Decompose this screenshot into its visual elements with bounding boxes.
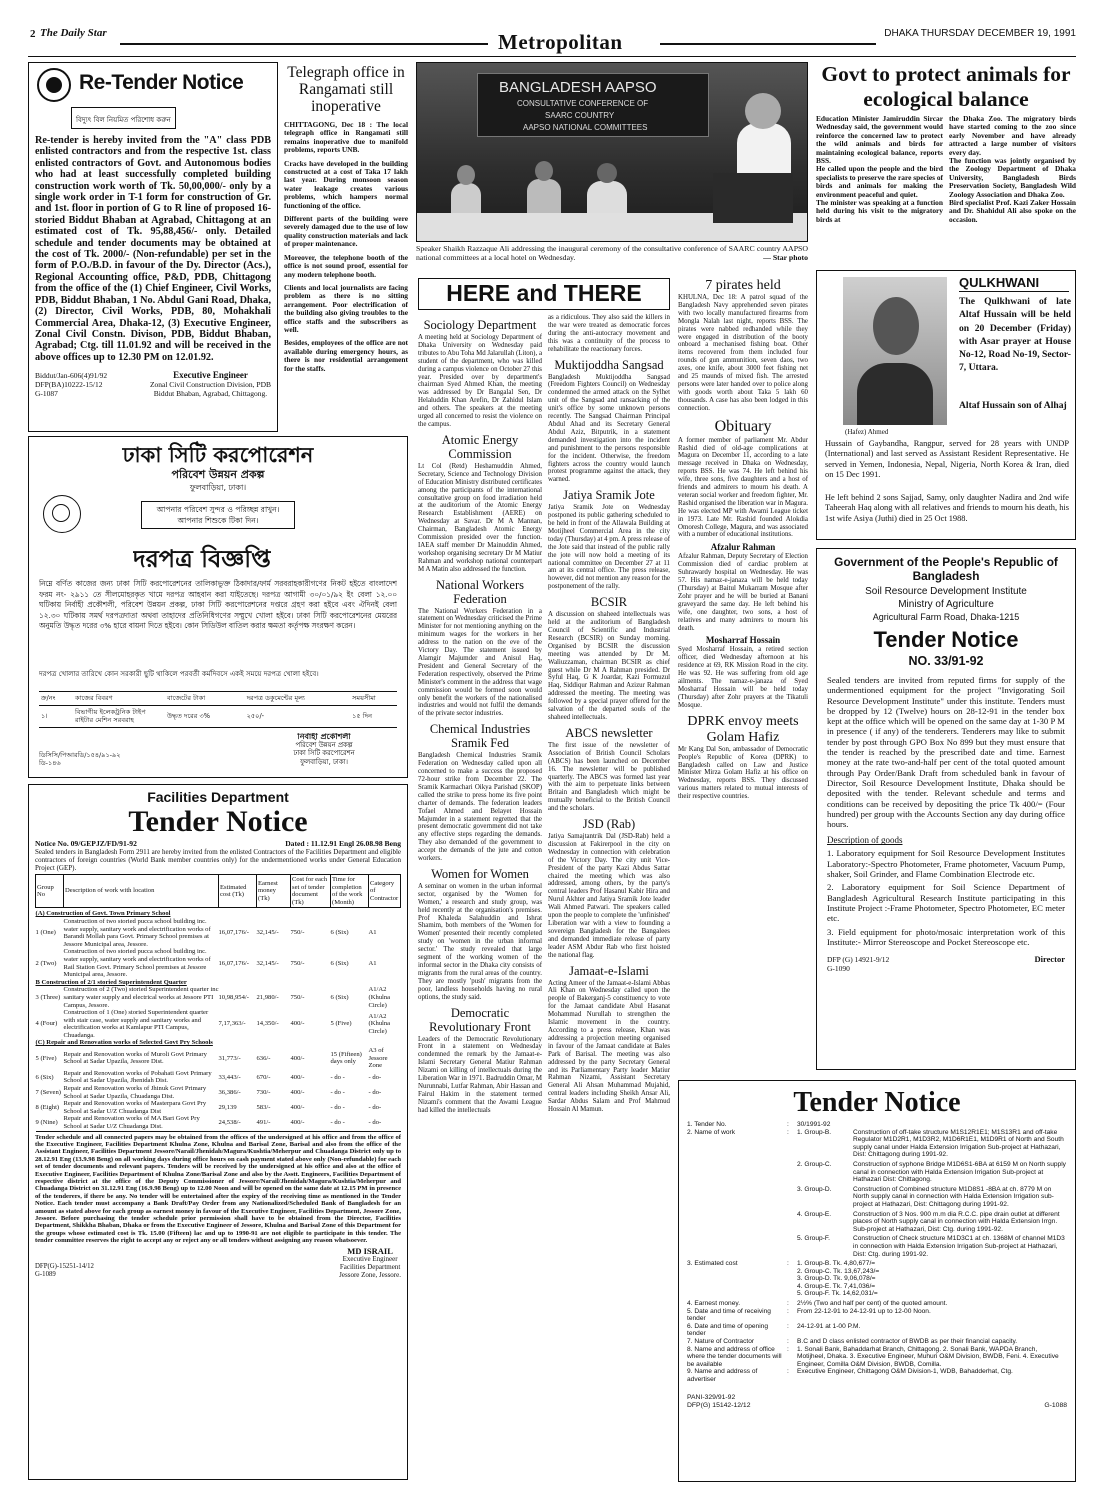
facilities-section-a: (A) Construction of Govt. Town Primary School [35, 910, 171, 918]
facilities-ref1: DFP(G)-15251-14/12 [35, 1262, 94, 1270]
photo-caption: Speaker Shaikh Razzaque Ali addressing the inaugural ceremony of the consultative conference of SAARC country AAPSO national committees at a local hotel on Wednesday. — Star photo [416, 244, 808, 262]
dcc-tender [28, 436, 408, 778]
mjs-body: Bangladesh Muktijoddha Sangsad (Freedom Fighters Council) on Wednesday condemned the armed attack on the Sylhet unit of the Sangsad and ransacking of the unit's office by some unknown persons recently. The Sangsad Chairman Principal Abdul Ahad and its Secretary General Abdul Aziz, Bitputrik, in a statement demanded investigation into the incident and punishment to the persons responsible for the incident. Otherwise, the freedom fighters across the country would launch protest programme against the attack, they warned. [548, 373, 670, 484]
jsj-head: Jatiya Sramik Jote [563, 488, 655, 503]
dcc-body: নিম্নে বর্ণিত কাজের জন্য ঢাকা সিটি করপোরেশনের তালিকাভুক্ত ঠিকাদার/ফার্ম সরবরাহকারীগণের নিকট হইতে বাংলাদেশ ফরম নং- ২৯১১ তে সীলমোহরকৃত খামে দরপত্র আহবান করা যাইতেছে। দরপত্র আগামী ৩০/০১/৯২ ইং বেলা ১২.০০ ঘটিকায় নির্বাহী প্রকৌশলী, পরিবেশ উন্নয়ন প্রকল্প, ঢাকা সিটি করপোরেশনের দপ্তরে গ্রহণ করা হইবে এবং ঐদিনই বেলা ১২.৩০ ঘটিকায় সমর্থ দরপত্রদাতা অথবা তাহাদের প্রতিনিধিগণের সম্মুখে খোলা হইবে। ঢাকা সিটি করপোরেশনের মেয়রের অনুমতি উদ্ধৃত দরের ৩% হারে বায়না দিতে হইবে। কোন সিডিউল বাতিল করার ক্ষমতা কর্তৃপক্ষ সংরক্ষণ করেন। [39, 579, 397, 631]
qulkhwani-name: (Hafez) Ahmed [845, 428, 889, 436]
facilities-title: Tender Notice [128, 805, 308, 838]
paper-name: The Daily Star [40, 27, 107, 39]
table-row: 4 (Four) Construction of 1 (One) storied Superintendent quarter with stair case, water supply and sanitary works and electrification works at Kamlapur PTI Campus, Chuadanga. 7,17,363/- 14,350/- 400/- 5 (Five) A1/A2 (Khulna Circle) [35, 1009, 391, 1039]
masthead-rule-right [660, 43, 876, 45]
atomic-body: Lt Col (Retd) Heshamuddin Ahmed, Secretary, Science and Technology Division of Education Ministry distributed certificates among the participants of the international consultative group on food irradiation held at the auditorium of the Atomic Energy Research Establishment (AERE) on Wednesday at Savar. Dr M A Mannan, Chairman, Bangladesh Atomic Energy Commission presided over the function. IAEA staff member Dr Mainuddin Ahmed, workshop organising secretary Dr M Matiur Rahman and workshop national counterpart M A Matin also addressed the function. [418, 462, 542, 573]
dcc-title: ঢাকা সিটি করপোরেশন [122, 443, 314, 467]
srdi-sign: Director [1034, 954, 1065, 965]
qulkhwani-title-rule [959, 291, 1069, 292]
dcc-sub2: ফুলবাড়িয়া, ঢাকা। [189, 483, 247, 492]
col3 [678, 278, 808, 1078]
dcc-ref: ডিসিসি/পিআরডি/১৫৪/৯১-৯২ ডি-১৪৬ [39, 751, 121, 767]
bwdb-work-3: Construction of Combined structure M1D8S1 -8BA at ch. 8779 M on North supply canal in connection with Halda Extension Irrigation sub-project at Hathazari, Dist: Chittagong during 1991-92. [853, 1185, 1054, 1208]
abcs-body: The first issue of the newsletter of Association of British Council Scholars (ABCS) has been launched on December 16. The newsletter will be published quarterly. The ABCS was formed last year with the aim to perpetuate links between Britain and Bangladesh which might be mutually beneficial to the British Council and the scholars. [548, 741, 670, 813]
women-head: Women for Women [431, 866, 529, 881]
dprk-headline: DPRK envoy meets Golam Hafiz [687, 713, 799, 745]
retender-sign3: Biddut Bhaban, Agrabad, Chittagong. [153, 389, 268, 399]
facilities-section-c: (C) Repair and Renovation works of Selected Govt Pry Schools [35, 1039, 213, 1047]
bwdb-ref3: G-1088 [1044, 1401, 1067, 1409]
jei-head: Jamaat-e-Islami [569, 963, 649, 978]
srdi-tender [816, 548, 1076, 1070]
jsj-body: Jatiya Sramik Jote on Wednesday postponed its public gathering scheduled to be held in front of the Allawala Building at Motijheel Commercial Area in the city today (Thursday) at 4 pm. A press release of the Jote said that instead of the public rally the jote will now hold a meeting of its national committee on December 27 at 11 am at its central office. The press release, however, did not mention any reason for the postponement of the rally. [548, 504, 670, 591]
jsd-head: JSD (Rab) [582, 817, 636, 832]
srdi-head3: Ministry of Agriculture [898, 599, 994, 610]
table-row: 7 (Seven) Repair and Renovation works of Jhinuk Govt Primary School at Sadar Upazila, Chuadanga Dist. 36,386/- 730/- 400/- - do - - do- [35, 1085, 382, 1100]
dcc-table: ক্র/নং কাজের বিবরণ বাজেটের টাকা দরপত্র ডকুমেন্টের মূল্য সময়সীমা ১। বিভাগীয় ইলেকট্রনিক টাইপ রাইটার মেশিন সরবরাহ উদ্ধৃত দরের ৩% ২৫০/- ১৫ দিন [39, 691, 397, 728]
dcc-signature: নির্বাহী প্রকৌশলী পরিবেশ উন্নয়ন প্রকল্প ঢাকা সিটি করপোরেশন ফুলবাড়িয়া, ঢাকা। [293, 733, 355, 766]
dcc-sub1: পরিবেশ উন্নয়ন প্রকল্প [171, 468, 265, 481]
dcc-logo-icon [43, 495, 81, 533]
facilities-intro: Sealed tenders in Bangladesh Form 2911 are hereby invited from the enlisted Contractors of the Facilities Department and eligible contractors of foreign countries (World Bank member countries only) for the undermentioned works under General Education Project (GEP). [35, 848, 401, 872]
bwdb-v1: 30/1991-92 [797, 1121, 831, 1128]
retender-bengali-tag: বিদ্যুৎ বিল নিয়মিত পরিশোধ করুন [71, 107, 176, 129]
hereandthere-title: HERE and THERE [446, 280, 642, 306]
pirates-body: KHULNA, Dec 18: A patrol squad of the Bangladesh Navy apprehended seven pirates with two locally manufactured firearms from Mongla Nalah last night, reports BSS. The pirates were nabbed redhanded while they were engaged in distribution of the booty onboard a mechanised fishing boat. Other items recovered from them included four rounds of gun ammunition, seven daos, two axes, one knife, about 3000 feet fishing net and 25 maunds of mixed fish. The arrested persons were later handed over to police along with goods worth about Taka 5 lakh 60 thousands. A case has also been lodged in this connection. [678, 294, 808, 412]
jsd-body: Jatiya Samajtantrik Dal (JSD-Rab) held a discussion at Fakirerpool in the city on Wednesday in connection with celebration of the Victory Day. The city unit Vice-President of the party Kazi Abdus Sattar chaired the meeting which was also addressed, among others, by the party's central leaders Prof Hasanul Kabir Hira and Nurul Akhter and Jatiya Sramik Jote leader Wali Ahmed Patwari. The speakers called upon the people to complete the 'unfinished' Liberation war with a view to founding a sovereign Bangladesh for the Bangalees and demanded immediate release of party leader ASM Abdur Rab who first hoisted the national flag. [548, 833, 670, 959]
hereandthere-title-box [418, 278, 670, 310]
bwdb-ref2: DFP(G) 15142-12/12 [687, 1401, 751, 1409]
facilities-sign1: MD ISRAIL [347, 1245, 393, 1256]
bwdb-title: Tender Notice [793, 1087, 961, 1118]
obituary-headline: Obituary [714, 417, 772, 435]
facilities-tender: Facilities Department Tender Notice Notice No. 09/GEPJZ/FD/91-92 Dated : 11.12.91 Engl 26.08.98 Beng Sealed tenders in Bangladesh Form 2911 are hereby invited from the enlisted Contractors of the Facilities Department and eligible contractors of foreign countries (World Bank member countries only) for the undermentioned works under General Education Project (GEP). Group No Description of work with location Estimated cost (Tk) Earnest money (Tk) Cost for each set of tender document (Tk) Time for completion of the work (Month) Category of Contractor (A) Construction of Govt. Town Primary School 1 (One) Construction of two storied pucca school building inc. water supply, sanitary work and electrification works of Barandi Mollah para Govt. Primary School premises at Jessore Municipal area, Jessore. 16,07,176/- 32,145/- 750/- 6 (Six) A1 2 (Two) Construction of two storied pucca school building inc. water supply, sanitary work and electrification works of Rail Station Govt. Primary School premises at Jessore Municipal area, Jessore. 16,07,176/- 32,145/- 750/- 6 (Six) A1 B Construction of 2/1 storied Superintendent Quarter 3 (Three) Construction of 2 (Two) storied Superintendent quarter inc sanitary water supply and electrical works at Jessore PTI Campus, Jessore. 10,98,954/- 21,980/- 750/- 6 (Six) A1/A2 (Khulna Circle) 4 (Four) Construction of 1 (One) storied Superintendent quarter with stair case, water supply and sanitary works and electrification works at Kamlapur PTI Campus, Chuadanga. 7,17,363/- 14,350/- 400/- 5 (Five) A1/A2 (Khulna Circle) (C) Repair and Renovation works of Selected Govt Pry Schools 5 (Five) Repair and Renovation works of Muroli Govt Primary School at Sadar Upazila, Jessore Dist. 31,773/- 636/- 400/- 15 (Fifteen) days only A3 of Jessore Zone 6 (Six) Repair and Renovation works of Pobahati Govt Primary School at Sadar Upazila, Jhenidah Dist. 33,443/- 670/- 400/- - do - - do- 7 (Seven) Repair and Renovation works of Jhinuk Govt Primary School at Sadar Upazila, Chuadanga Dist. 36,386/- 730/- 400/- - do - - do- 8 (Eight) Repair and Renovation works of Masterpara Govt Pry School at Sadar U/Z Chuadanga Dist 29,139 583/- 400/- - do - - do- 9 (Nine) Repair and Renovation works of MA Bari Govt Pry School at Sadar U/Z Chuadanga Dist. 24,538/- 491/- 400/- - do - - do- Tender schedule and all connected papers may be obtained from the offices of the undersigned at his office and from the office of the Executive Engineer, Facilities Department Khulna Zone, Khulna and Barisal Zone, Barisal and also from the office of the Assistant Engineer, Facilities Department Jessore/Narail/Jhenidah/Magura/Kushtia/Meherpur and Chuadanga District only up to 28.12.91 Eng (13.9.98 Beng) on all working days during office hours on cash payment stated above only (Non-refundable) for each set of tender documents and relevant papers. Tenders will be received by the undersigned at his office and also at the office of Executive Engineer, Facilities Department of Khulna Zone/Barisal Zone and also by the Asstt. Engineers, Facilities Department of respective district at the office of the Deputy Commissioner of Jessore/Narail/Jhenidah/Magura/Kushtia/Meherpur and Chuadanga District on 31.12.91 Eng (16.9.98 Beng) up to 12.00 Noon and will be opened on the same date at 12.15 PM in presence of the tenderers, if there be any. No tender will be entertained after the expiry of the receiving time as mentioned in the Tender Notice. Each tender must accompany a Bank Draft/Pay Order from any Nationalized/Scheduled Bank of Bangladesh for an amount as stated above for each group as earnest money in favour of the Executive Engineer, Facilities Department, Jessore Zone, Jessore. Before purchasing the tender schedule prior permission shall have to be obtained from the Director, Facilities Department, Shikkha Bhaban, Dhaka or from the Executive Engineer of Jessore, Khulna and Barisal Zone of this Department for the groups whose estimated cost is Tk. 15.00 (Fifteen) lac and up to 1990-91 are not eligible to participate in this tender. The tender committee reserves the right to accept any or reject any or all tenders without assigning any reason whatsoever. DFP(G)-15251-14/12 G-1089 MD ISRAIL Executive Engineer Facilities Department Jessore Zone, Jessore. [28, 784, 408, 1480]
qulkhwani-p4: He left behind 2 sons Sajjad, Samy, only daughter Nadira and 2nd wife Taheerah Haq along with all relatives and friends to mourn his death, his 1st wife Asiya (Juthi) died in 25 Oct 1988. [825, 493, 1069, 523]
banner-line4: AAPSO NATIONAL COMMITTEES [523, 123, 648, 132]
page-number: 2 [30, 28, 36, 40]
aapso-photo-block [416, 62, 808, 276]
animals-c6: Bird specialist Prof. Kazi Zaker Hossain and Dr. Shahidul Ali also spoke on the occasion. [949, 198, 1076, 224]
table-row: 8 (Eight) Repair and Renovation works of Masterpara Govt Pry School at Sadar U/Z Chuadanga Dist 29,139 583/- 400/- - do - - do- [35, 1100, 382, 1115]
bcsir-body: A discussion on shaheed intellectuals was held at the auditorium of Bangladesh Council of Scientific and Industrial Research (BCSIR) on Sunday morning. Organised by BCSIR the discussion meeting was attended by Dr M. Waliuzzaman, chairman BCSIR as chief guest while Dr M A Rahman presided. Dr Syful Haq, G K Joardar, Kazi Formuzul Haq, Siddiqur Rahman and Azizur Rahman addressed the meeting. The meeting was followed by a special prayer offered for the salvation of the departed souls of the shaheed intellectuals. [548, 611, 670, 721]
telegraph-p6: Besides, employees of the office are not available during emergency hours, as there is nor residential arrangement for the staffs. [284, 338, 408, 373]
dcc-notice-title: দরপত্র বিজ্ঞপ্তি [133, 545, 271, 573]
drf-continued: as a ridiculous. They also said the killers in the war were treated as democratic forces during the anti-autocracy movement and this was a continuity of the process to rehabilitate the reactionary forces. [548, 314, 670, 353]
animals-c2: He called upon the people and the bird specialists to preserve the rare species of birds and animals for making the environment peaceful and quiet. [816, 164, 943, 199]
facilities-table: Group No Description of work with location Estimated cost (Tk) Earnest money (Tk) Cost for each set of tender document (Tk) Time for completion of the work (Month) Category of Contractor (A) Construction of Govt. Town Primary School 1 (One) Construction of two storied pucca school building inc. water supply, sanitary work and electrification works of Barandi Mollah para Govt. Primary School premises at Jessore Municipal area, Jessore. 16,07,176/- 32,145/- 750/- 6 (Six) A1 2 (Two) Construction of two storied pucca school building inc. water supply, sanitary work and electrification works of Rail Station Govt. Primary School premises at Jessore Municipal area, Jessore. 16,07,176/- 32,145/- 750/- 6 (Six) A1 B Construction of 2/1 storied Superintendent Quarter 3 (Three) Construction of 2 (Two) storied Superintendent quarter inc sanitary water supply and electrical works at Jessore PTI Campus, Jessore. 10,98,954/- 21,980/- 750/- 6 (Six) A1/A2 (Khulna Circle) 4 (Four) Construction of 1 (One) storied Superintendent quarter with stair case, water supply and sanitary works and electrification works at Kamlapur PTI Campus, Chuadanga. 7,17,363/- 14,350/- 400/- 5 (Five) A1/A2 (Khulna Circle) (C) Repair and Renovation works of Selected Govt Pry Schools 5 (Five) Repair and Renovation works of Muroli Govt Primary School at Sadar Upazila, Jessore Dist. 31,773/- 636/- 400/- 15 (Fifteen) days only A3 of Jessore Zone 6 (Six) Repair and Renovation works of Pobahati Govt Primary School at Sadar Upazila, Jhenidah Dist. 33,443/- 670/- 400/- - do - - do- 7 (Seven) Repair and Renovation works of Jhinuk Govt Primary School at Sadar Upazila, Chuadanga Dist. 36,386/- 730/- 400/- - do - - do- 8 (Eight) Repair and Renovation works of Masterpara Govt Pry School at Sadar U/Z Chuadanga Dist 29,139 583/- 400/- - do - - do- 9 (Nine) Repair and Renovation works of MA Bari Govt Pry School at Sadar U/Z Chuadanga Dist. 24,538/- 491/- 400/- - do - - do- [35, 874, 401, 1132]
section-title: Metropolitan [498, 30, 623, 54]
qulkhwani-p3: Hussain of Gaybandha, Rangpur, served for 28 years with UNDP (International) and last served as Assistant Resident Representative. He served in Yemen, Indonesia, Nepal, Nigeria, North Korea & Iran, died on 15 Dec 1991. [825, 439, 1069, 479]
bwdb-work-2: Construction of syphone Bridge M1D6S1-6BA at 6159 M on North supply canal in connection with Halda Extension Irrigation Sub-project at Hathazari Dist: Chittagong. [853, 1160, 1066, 1184]
sociology-head: Sociology Department [423, 318, 537, 332]
dcc-table-row: ১। বিভাগীয় ইলেকট্রনিক টাইপ রাইটার মেশিন সরবরাহ উদ্ধৃত দরের ৩% ২৫০/- ১৫ দিন [39, 705, 397, 727]
srdi-ref2: G-1090 [827, 964, 850, 974]
telegraph-p4: Moreover, the telephone booth of the office is not sound proof, essential for any modern telephone booth. [284, 252, 408, 279]
portrait-photo [843, 277, 947, 425]
srdi-head2: Soil Resource Development Institute [865, 586, 1027, 597]
bwdb-l2: 2. Name of work [687, 1128, 736, 1136]
hereandthere-col2 [548, 314, 670, 1482]
retender-notice [28, 62, 278, 432]
women-body: A seminar on women in the urban informal sector, organised by the 'Women for Women,' a research and study group, was held recently at the organisation's premises. Prof Khaleda Salahuddin and Ishrat Shamim, both members of the 'Women for Women' presented their recently completed study on 'women in the urban informal sector.' The study revealed that large segment of the working women of the informal sector in the Dhaka city consists of migrants from the rural areas of the country. They are mostly 'push' migrants from the poor, landless households having no rural options, the study said. [418, 882, 542, 1001]
telegraph-headline: Telegraph office in Rangamati still inoperative [287, 64, 405, 115]
mjs-head: Muktijoddha Sangsad [554, 357, 664, 372]
retender-ref3: G-1087 [35, 389, 58, 399]
table-row: 5 (Five) Repair and Renovation works of Muroli Govt Primary School at Sadar Upazila, Jessore Dist. 31,773/- 636/- 400/- 15 (Fifteen) days only A3 of Jessore Zone [35, 1047, 388, 1070]
retender-ref2: DFP(BA)10222-15/12 [35, 380, 103, 390]
bwdb-work-1: Construction of off-take structure M1S12R1E1; M1S13R1 and off-take Regulator M1D2R1, M1D3R2, M1D6R1E1, M1D9R1 of North and South supply canal under Halda Extension Irrigation Sub-project at Hathazari, Dist: Chittagong during 1991-92. [853, 1128, 1064, 1159]
telegraph-p1: CHITTAGONG, Dec 18 : The local telegraph office in Rangamati still remains inoperative due to manifold problems, reports UNB. [284, 120, 408, 155]
dprk-body: Mr Kang Dal Son, ambassador of Democratic People's Republic of Korea (DPRK) to Bangladesh called on Law and Justice Minister Mirza Golam Hafiz at his office on Wednesday, reports BSS. They discussed various matters related to mutual interests of their respective countries. [678, 745, 808, 801]
animals-c3: The minister was speaking at a function held during his visit to the migratory birds at [816, 198, 943, 224]
telegraph-p5: Clients and local journalists are facing problem as there is no sitting arrangement. Poor electrification of the building also giving troubles to the office staffs and the subscribers as well. [284, 282, 408, 334]
chem-head: Chemical Industries Sramik Fed [429, 722, 531, 751]
aapso-photo [416, 62, 808, 242]
srdi-head4: Agricultural Farm Road, Dhaka-1215 [872, 612, 1020, 622]
retender-sign1: Executive Engineer [173, 370, 248, 381]
qulkhwani-title: QULKHWANI [959, 275, 1040, 290]
animals-c1: Education Minister Jamiruddin Sircar Wednesday said, the government would reinforce the concerned law to protect the wild animals and birds for maintaining ecological balance, reports BSS. [816, 114, 943, 166]
jei-body: Acting Ameer of the Jamaat-e-Islami Abbas Ali Khan on Wednesday called upon the people of Bakerganj-5 constituency to vote for the Jamaat candidate Abul Hasanat Mohammad Nurullah to strengthen the Islamic movement in the country. According to a press release, Khan was addressing a projection meeting organised in favour of the Jamaat candidate at Bales Park of Barisal. The meeting was also addressed by the party Secretary General and its Parliamentary Party leader Matiur Rahman Nizami, Assistant Secretary General Ali Ahsan Muhammad Mujahid, central leaders including Sheikh Ansar Ali, Sardar Abdus Salam and Prof Mahmud Hossain Al Mamun. [548, 979, 670, 1114]
srdi-goods-head: Description of goods [827, 835, 903, 846]
drf-head: Democratic Revolutionary Front [429, 1005, 531, 1034]
chem-body: Bangladesh Chemical Industries Sramik Federation on Wednesday called upon all concerned to make a success the proposed 72-hour strike from December 22. The Sramik Karmachari Oikya Parishad (SKOP) called the strike to press home its five point charter of demands. The federation leaders Tofael Ahmed and Belayet Hossain Majumder in a statement regretted that the present democratic government did not take any effective steps regarding the demands. They also demanded of the government to accept the demands of the jute and cotton workers. [418, 752, 542, 863]
srdi-body: Sealed tenders are invited from reputed firms for supply of the undermentioned equipment for the project "Invigorating Soil Resource Development Institute" under this institute. Tenders must be dropped by 12 (Twelve) hours on 28-12-91 in the tender box kept at the office which will be opened on the same day at 1-30 P M in presence ( if any) of the tenderers. Tenderers may like to submit tender by post through GPO Box No 899 but they must ensure that the tender is reached by the prescribed date and time. Earnest money at the rate two-and-half per cent of the total quoted amount through Pay Order/Bank Draft from scheduled bank in favour of Director, Soil Resource Development Institute, Dhaka should be deposited with the tender. Relevant schedule and terms and conditions can be received by depositing the price Tk 400/= (Four hundred) per group with the Accounts Section any day during office hours. [827, 675, 1065, 830]
telegraph-article [284, 64, 408, 436]
banner-line1: BANGLADESH AAPSO [499, 79, 657, 96]
srdi-goods-3: 3. Field equipment for photo/mosaic interpretation work of this Institute:- Mirror Stereoscope and Pocket Stereoscope etc. [827, 926, 1065, 947]
obituary-p3: Syed Mosharraf Hossain, a retired section officer, died Wednesday afternoon at his residence at 69, RK Mission Road in the city. He was 92. He was suffering from old age ailments. The namaz-e-janaza of Syed Mosharraf Hossain will be held today (Thursday) after Zohr prayers at the Tikatuli Mosque. [678, 646, 808, 709]
dateline: DHAKA THURSDAY DECEMBER 19, 1991 [884, 28, 1076, 39]
bwdb-l1: 1. Tender No. [687, 1121, 727, 1128]
table-row: 9 (Nine) Repair and Renovation works of MA Bari Govt Pry School at Sadar U/Z Chuadanga Dist. 24,538/- 491/- 400/- - do - - do- [36, 1115, 401, 1131]
bwdb-work-4: Construction of 3 Nos. 900 m.m dia R.C.C. pipe drain outlet at different places of North supply canal in connection with Halda Extension Irrgn. Sub-project at Hathazari, Dist: Ctg. during 1991-92. [853, 1210, 1060, 1233]
nwf-head: National Workers Federation [436, 577, 524, 606]
table-row: 1 (One) Construction of two storied pucca school building inc. water supply, sanitary work and electrification works of Barandi Mollah para Govt. Primary School premises at Jessore Municipal area, Jessore. 16,07,176/- 32,145/- 750/- 6 (Six) A1 [35, 917, 377, 948]
animals-article [816, 62, 1076, 270]
banner-line3: SAARC COUNTRY [545, 111, 615, 120]
srdi-goods-2: 2. Laboratory equipment for Soil Science Department of Bangladesh Agricultural Research Institute participating in this Institute Project :-Frame Photometer, Spectro Photometer, EC meter etc. [827, 882, 1065, 924]
retender-body: Re-tender is hereby invited from the "A" class PDB enlisted contractors and from the respective 1st. class enlisted contractors of Govt. and Autonomous bodies who had at least successfully completed building construction work worth of Tk. 50,00,000/- only by a single work order in T-1 form for construction of Gr. and 1st. floor in portion of G to R line of proposed 16-storied Biddut Bhaban at Agrabad, Chittagong at an estimated cost of Tk. 95,88,456/- only. Detailed schedule and tender documents may be obtained at the cost of Tk. 2000/- (Non-refundable) per set in the form of P.O./B.D. in favour of the Dy. Director (Acs.), Regional Accounting office, P&D, PDB, Chittagong from the office of the (1) Chief Engineer, Civil Works, PDB, Biddut Bhaban, 1 No. Abdul Gani Road, Dhaka, (2) Director, Civil Works, PDB, 80, Mohakhali Commercial Area, Dhaka-12, (3) Executive Engineer, Zonal Civil Constn. Divison, PDB, Biddut Bhaban, Agrabad; Ctg. till 11.01.92 and will be received in the above offices up to 12.30 PM on 12.01.92. [35, 135, 271, 363]
facilities-notice-no: Notice No. 09/GEPJZ/FD/91-92 [35, 839, 137, 848]
drf-body: Leaders of the Democratic Revolutionary Front in a statement on Wednesday condemned the remark by the Jamaat-e-Islami Secretary General Matiur Rahman Nizami on killing of intellectuals during the Liberation War in 1971. Badruddin Omar, M Nurunnabi, Lutfar Rahman, Abir Hassan and Fairul Hakim in the statement termed Nizami's comment that the Awami League had killed the intellectuals [418, 1035, 542, 1114]
atomic-head: Atomic Energy Commission [441, 432, 519, 461]
masthead-rule-left [120, 43, 488, 45]
table-row: 3 (Three) Construction of 2 (Two) storied Superintendent quarter inc sanitary water supply and electrical works at Jessore PTI Campus, Jessore. 10,98,954/- 21,980/- 750/- 6 (Six) A1/A2 (Khulna Circle) [35, 986, 391, 1009]
bwdb-work-5: Construction of Check structure M1D3C1 at ch. 1368M of channel M1D3 in connection with Halda Extension Irrigation Sub-project at Hathazari, Dist: Ctg. during 1991-92. [853, 1235, 1065, 1258]
animals-c4: the Dhaka Zoo. The migratory birds have started coming to the zoo since early November and have already attracted a large number of visitors every day. [949, 114, 1076, 157]
facilities-head: Facilities Department [147, 789, 289, 805]
dcc-note: দরপত্র খোলার তারিখে কোন সরকারী ছুটি থাকিলে পরবর্তী কর্মদিবসে একই সময়ে দরপত্র খোলা হইবে। [39, 670, 319, 678]
telegraph-p2: Cracks have developed in the building constructed at a cost of Taka 17 lakh last year. During monsoon season water leakage creates various problems, which hampers normal functioning of the office. [284, 158, 408, 210]
table-row: 2 (Two) Construction of two storied pucca school building inc. water supply, sanitary work and electrification works of Rail Station Govt. Primary School premises at Jessore Municipal area, Jessore. 16,07,176/- 32,145/- 750/- 6 (Six) A1 [35, 948, 377, 979]
facilities-ref2: G-1089 [35, 1270, 56, 1278]
srdi-ref1: DFP (G) 14921-9/12 [827, 955, 890, 965]
obituary-p2: Afzalur Rahman, Deputy Secretary of Election Commission died of cardiac problem at Suhrawardy hospital on Wednesday. He was 57. His namaz-e-janaza will be held today (Thursday) at Baitul Mukarram Mosque after Zohr prayer and he will be buried at Banani graveyard the same day. He left behind his wife, one daughter, two sons, a host of relatives and many admirers to mourn his death. [678, 553, 808, 632]
obituary-h3: Mosharraf Hossain [705, 635, 781, 646]
photo-credit: — Star photo [763, 253, 808, 262]
srdi-number: NO. 33/91-92 [908, 654, 984, 668]
facilities-footer: Tender schedule and all connected papers may be obtained from the offices of the undersigned at his office and from the office of the Executive Engineer, Facilities Department Khulna Zone, Khulna and Barisal Zone, Barisal and also from the office of the Assistant Engineer, Facilities Department Jessore/Narail/Jhenidah/Magura/Kushtia/Meherpur and Chuadanga District only up to 28.12.91 Eng (13.9.98 Beng) on all working days during office hours on cash payment stated above only (Non-refundable) for each set of tender documents and relevant papers. Tenders will be received by the undersigned at his office and also at the office of Executive Engineer, Facilities Department of Khulna Zone/Barisal Zone and also by the Asstt. Engineers, Facilities Department of respective district at the office of the Deputy Commissioner of Jessore/Narail/Jhenidah/Magura/Kushtia/Meherpur and Chuadanga District on 31.12.91 Eng (16.9.98 Beng) up to 12.00 Noon and will be opened on the same date at 12.15 PM in presence of the tenderers, if there be any. No tender will be entertained after the expiry of the receiving time as mentioned in the Tender Notice. Each tender must accompany a Bank Draft/Pay Order from any Nationalized/Scheduled Bank of Bangladesh for an amount as stated above for each group as earnest money in favour of the Executive Engineer, Facilities Department, Jessore Zone, Jessore. Before purchasing the tender schedule prior permission shall have to be obtained from the Director, Facilities Department, Shikkha Bhaban, Dhaka or from the Executive Engineer of Jessore, Khulna and Barisal Zone of this Department for the groups whose estimated cost is Tk. 15.00 (Fifteen) lac and up to 1990-91 are not eligible to participate in this tender. The tender committee reserves the right to accept any or reject any or all tenders without assigning any reason whatsoever. [35, 1133, 401, 1245]
qulkhwani-p1: The Qulkhwani of late Altaf Hussain will be held on 20 December (Friday) with Asar prayer at House No-12, Road No-19, Sector-7, Uttara. [959, 296, 1071, 374]
facilities-dated: Dated : 11.12.91 Engl 26.08.98 Beng [285, 839, 401, 848]
pdb-logo-icon [37, 68, 71, 102]
bwdb-l3: 3. Estimated cost [687, 1260, 738, 1268]
bwdb-tender: Tender Notice 1. Tender No. : 30/1991-92 2. Name of work : 1. Group-B. Construction of off-take structure M1S12R1E1; M1S13R1 and off-take Regulator M1D2R1, M1D3R2, M1D6R1E1, M1D9R1 of North and South supply canal under Halda Extension Irrigation Sub-project at Hathazari, Dist: Chittagong during 1991-92. 2. Group-C. Construction of syphone Bridge M1D6S1-6BA at 6159 M on North supply canal in connection with Halda Extension Irrigation Sub-project at Hathazari Dist: Chittagong. 3. Group-D. Construction of Combined structure M1D8S1 -8BA at ch. 8779 M on North supply canal in connection with Halda Extension Irrigation sub-project at Hathazari, Dist: Chittagong during 1991-92. 4. Group-E. Construction of 3 Nos. 900 m.m dia R.C.C. pipe drain outlet at different places of North supply canal in connection with Halda Extension Irrgn. Sub-project at Hathazari, Dist: Ctg. during 1991-92. 5. Group-F. Construction of Check structure M1D3C1 at ch. 1368M of channel M1D3 in connection with Halda Extension Irrigation Sub-project at Hathazari, Dist: Ctg. during 1991-92. 3. Estimated cost : 1. Group-B. Tk. 4,80,677/= 2. Group-C. Tk. 13,67,243/= 3. Group-D. Tk. 9,06,078/= 4. Group-E. Tk. 7,41,036/= 5. Group-F. Tk. 14,62,031/= 4. Earnest money. : 2½% (Two and half per cent) of the quoted amount. 5. Date and time of receiving tender : From 22-12-91 to 24-12-91 up to 12-00 Noon. 6. Date and time of opening tender : 24-12-91 at 1-00 P.M. 7. Nature of Contractor : B.C and D class enlisted contractor of BWDB as per their financial capacity. 8. Name and address of office where the tender documents will be available : 1. Sonali Bank, Bahaddarhat Branch, Chittagong. 2. Sonali Bank, WAPDA Branch, Motijheel, Dhaka. 3. Executive Engineer, Muhuri O&M Division, BWDB, Feni. 4. Executive Engineer, Comilla O&M Division, BWDB, Comilla. 9. Name and address of advertiser : Executive Engineer, Chittagong O&M Division-1, WDB, Bahadderhat, Ctg. PANI-329/91-92 DFP(G) 15142-12/12 G-1088 [678, 1080, 1076, 1482]
telegraph-p3: Different parts of the building were severely damaged due to the use of low quality construction materials and lack of proper maintenance. [284, 214, 408, 249]
retender-ref1: Biddut/Jan-606(4)91/92 [35, 371, 108, 381]
pirates-headline: 7 pirates held [705, 278, 781, 293]
obituary-p1: A former member of parliament Mr. Abdur Rashid died of old-age complications at Magura on December 11, according to a late message received in Dhaka on Wednesday, reports BSS. He was 74. He left behind his wife, three sons, five daughters and a host of friends and admirers to mourn his death. A veteran social worker and freedom fighter, Mr. Rashid organised the liberation war in Magura. He was elected MP with Awami League ticket in 1973. Late Mr. Rashid founded Alokdia Omoresh College, Magura, and was associated with a number of educational institutions. [678, 436, 808, 539]
retender-sign2: Zonal Civil Construction Division, PDB [149, 380, 271, 390]
masthead [30, 24, 1076, 54]
srdi-head1: Government of the People's Republic of Bangladesh [834, 555, 1058, 583]
facilities-section-b: B Construction of 2/1 storied Superintendent Quarter [35, 978, 187, 986]
qulkhwani-box [816, 270, 1076, 540]
abcs-head: ABCS newsletter [565, 725, 653, 740]
dcc-slogan-box: আপনার পরিবেশ সুন্দর ও পরিচ্ছন্ন রাখুন। আপনার শিশুকে টিকা দিন। [141, 501, 295, 529]
bcsir-head: BCSIR [590, 595, 628, 610]
nwf-body: The National Workers Federation in a statement on Wednesday criticised the Prime Minister for not mentioning anything on the minimum wages for the workers in her address to the nation on the eve of the Victory Day. The statement issued by Alamgir Majumder and Anisul Haq, President and General Secretary of the Federation respectively, observed the Prime Minister's comment in the address that wage commission would be formed soon would only benefit the workers of the nationalised industries and would not fulfil the demands of the private sector industries. [418, 607, 542, 718]
retender-title: Re-Tender Notice [79, 71, 244, 94]
srdi-title: Tender Notice [873, 627, 1019, 652]
obituary-h2: Afzalur Rahman [710, 542, 776, 553]
animals-headline: Govt to protect animals for ecological balance [821, 62, 1071, 111]
banner-line2: CONSULTATIVE CONFERENCE OF [517, 99, 649, 108]
bwdb-ref1: PANI-329/91-92 [687, 1393, 736, 1401]
table-row: 6 (Six) Repair and Renovation works of Pobahati Govt Primary School at Sadar Upazila, Jhenidah Dist. 33,443/- 670/- 400/- - do - - do- [35, 1069, 382, 1085]
srdi-goods-1: 1. Laboratory equipment for Soil Resource Development Institutes Laboratory:-Spectro Photometer, Frame photometer, Vacuum Pump, shaker, Soil Grinder, and Flame Combination Electrode etc. [827, 848, 1065, 880]
masthead-underline [28, 56, 1076, 57]
hereandthere-col1 [418, 314, 542, 1482]
sociology-body: A meeting held at Sociology Department of Dhaka University on Wednesday paid tributes to Abu Toha Md Jalarullah (Liton), a student of the department, who was killed during a campus violence on October 27 this year. Presided over by department's chairman Syed Ahmed Khan, the meeting was addressed by Dr Bangalal Sen, Dr Helaluddin Khan Arefin, Dr Zahidul Islam and others. The speakers at the meeting urged all concerned to resist the violence on the campus. [418, 334, 542, 428]
qulkhwani-p2: Altaf Hussain son of Alhaj [959, 400, 1067, 411]
animals-c5: The function was jointly organised by the Zoology Department of Dhaka University, Bangladesh Birds Preservation Society, Bangladesh Wild Zoology Association and Dhaka Zoo. [949, 156, 1076, 199]
